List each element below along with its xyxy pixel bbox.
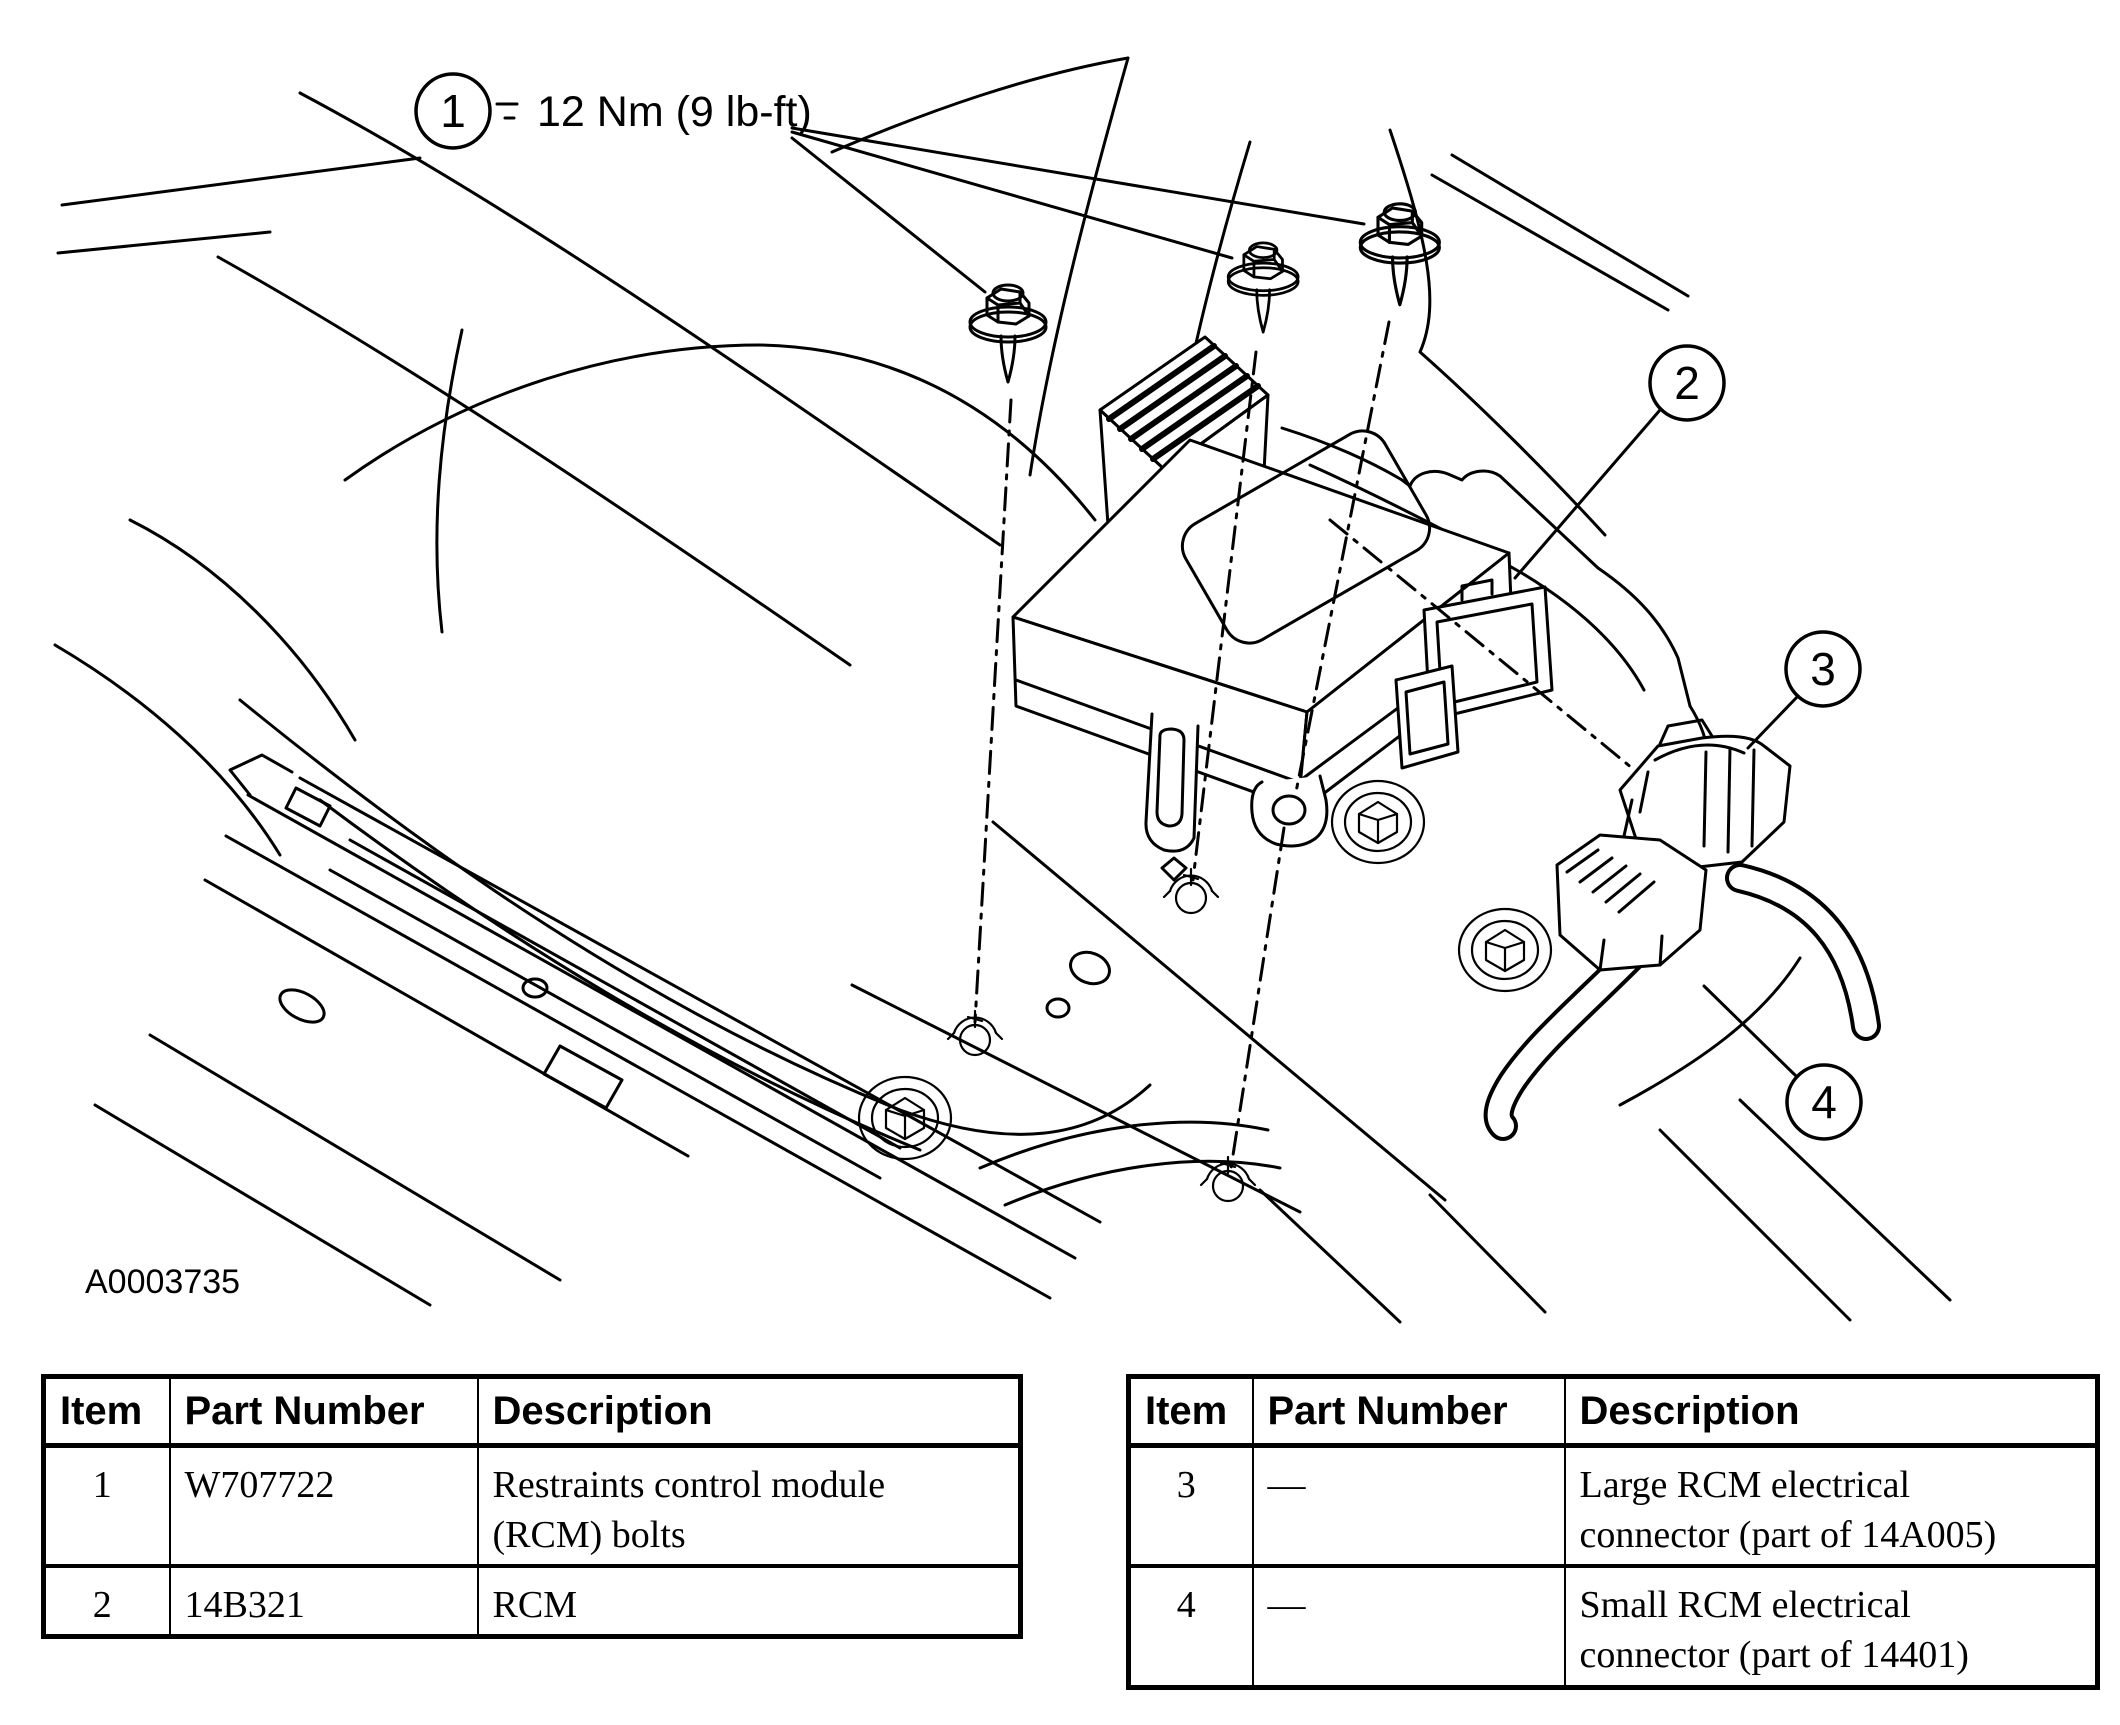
table-header-row: [44, 1377, 1021, 1446]
parts-table-right: [1126, 1374, 2100, 1690]
cell-item: 4: [1129, 1566, 1253, 1687]
rcm-bolt-2: [1228, 243, 1298, 332]
description-line: Small RCM electrical: [1579, 1584, 1911, 1627]
rcm-bolt-3: [1360, 204, 1439, 305]
table-header-row: [1129, 1377, 2098, 1446]
floor-hex-bolt-3: [859, 1077, 951, 1159]
cell-description: [1565, 1566, 2098, 1687]
rcm-bolt-1: [970, 285, 1046, 382]
parts-table-left: [41, 1374, 1023, 1639]
callout-1-label: 1: [440, 85, 466, 137]
cell-item: 2: [44, 1566, 170, 1637]
header-part-number: Part Number: [1253, 1377, 1565, 1446]
description-line: connector (part of 14A005): [1579, 1514, 1997, 1557]
figure-id-label: A0003735: [85, 1263, 241, 1301]
callout-4-leader: [1704, 986, 1796, 1076]
floor-hex-bolt-2: [1459, 909, 1551, 991]
callout-4: [1787, 1065, 1861, 1139]
torque-spec-label: 12 Nm (9 lb-ft): [537, 88, 812, 136]
cell-part-number: 14B321: [170, 1566, 478, 1637]
torque-leader-3: [792, 128, 1364, 224]
callout-2-leader: [1515, 410, 1660, 578]
cell-part-number: —: [1253, 1446, 1565, 1567]
rcm-module: [1013, 421, 1552, 880]
description-line: connector (part of 14401): [1579, 1634, 1969, 1677]
description-line: Large RCM electrical: [1579, 1464, 1911, 1506]
header-description: Description: [478, 1377, 1021, 1446]
seat-cushion: [55, 93, 1150, 1150]
bolt-1-leader: [975, 400, 1011, 1022]
callout-4-label: 4: [1811, 1076, 1837, 1128]
header-item: Item: [44, 1377, 170, 1446]
description-line: RCM: [492, 1584, 577, 1627]
cell-description: [1565, 1446, 2098, 1567]
cell-description: [478, 1446, 1021, 1567]
floor-hex-bolt-1: [1332, 781, 1424, 863]
small-rcm-connector: [1557, 835, 1706, 970]
table-row: [44, 1446, 1021, 1567]
cell-item: 1: [44, 1446, 170, 1567]
callout-3: [1786, 632, 1860, 706]
torque-leader-2: [792, 132, 1232, 258]
callout-2-label: 2: [1674, 357, 1700, 409]
callout-1: [416, 74, 490, 148]
cell-description: [478, 1566, 1021, 1637]
table-row: [1129, 1446, 2098, 1567]
callout-3-label: 3: [1810, 643, 1836, 695]
table-row: [44, 1566, 1021, 1637]
table-row: [1129, 1566, 2098, 1687]
cell-item: 3: [1129, 1446, 1253, 1567]
callout-1-dash: [497, 104, 517, 118]
cell-part-number: —: [1253, 1566, 1565, 1687]
callout-2: [1650, 346, 1724, 420]
cell-part-number: W707722: [170, 1446, 478, 1567]
callout-3-leader: [1748, 696, 1798, 748]
floor-pushpin-2: [1164, 869, 1218, 913]
header-description: Description: [1565, 1377, 2098, 1446]
header-part-number: Part Number: [170, 1377, 478, 1446]
header-item: Item: [1129, 1377, 1253, 1446]
description-line: Restraints control module: [492, 1464, 886, 1506]
description-line: (RCM) bolts: [492, 1514, 686, 1557]
